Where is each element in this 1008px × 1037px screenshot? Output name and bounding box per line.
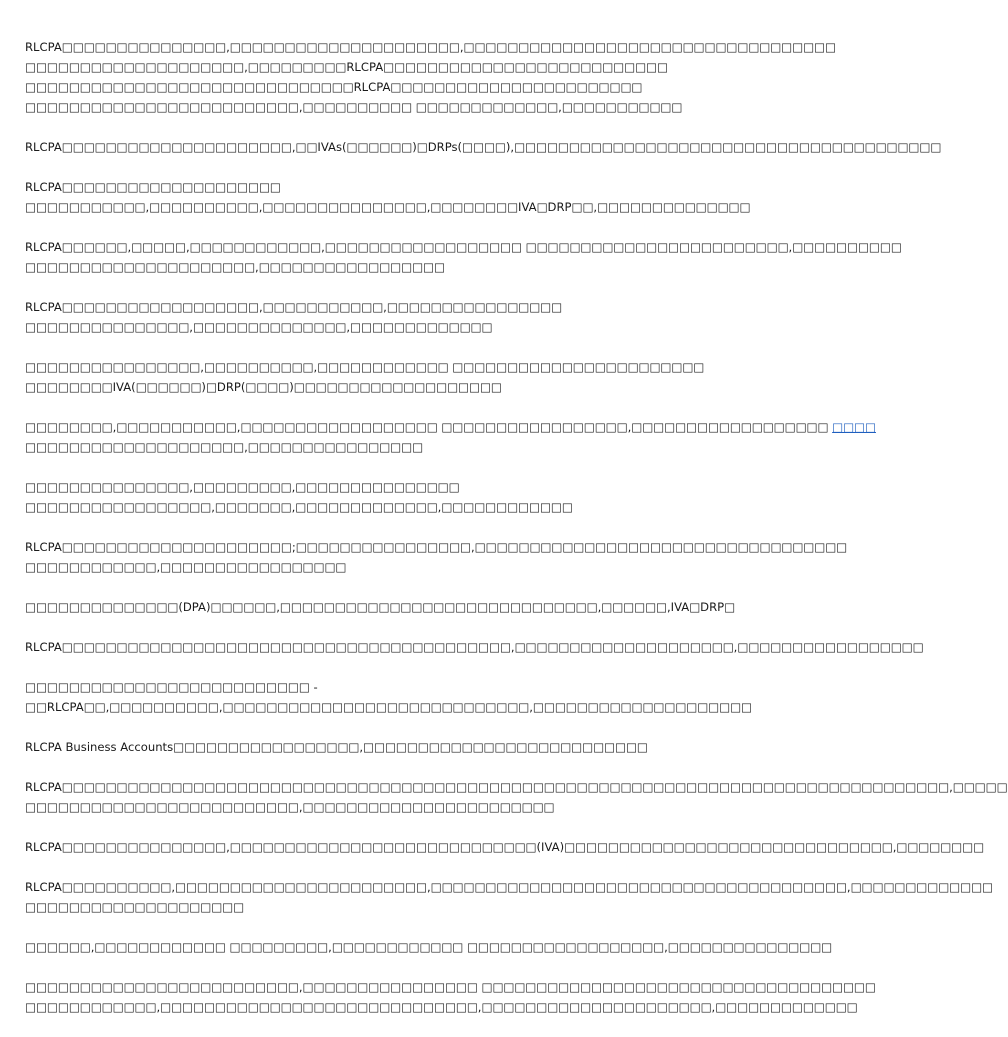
line-text: □□□□□□□□□□□□□□(DPA)□□□□□□,□□□□□□□□□□□□□□□□□□□□□□□□□□□□□,□□□□□□,IVA□DRP□	[25, 600, 736, 614]
text-line	[25, 537, 848, 557]
line-text: RLCPA□□□□□□□□□□□□□□□□□□□□□,□□IVAs(□□□□□□)□DRPs(□□□□),□□□□□□□□□□□□□□□□□□□□□□□□□□□□□□□□□□□□□□□	[25, 140, 942, 154]
line-text: □□□□□□□□□□□□□□□□,□□□□□□□□□□,□□□□□□□□□□□□ □□□□□□□□□□□□□□□□□□□□□□□	[25, 360, 705, 374]
line-text: □□□□□□□□□□□□□□□□□□□□□□□□□,□□□□□□□□□□□□□□□□□□□□□□□	[25, 800, 555, 814]
line-text: □□□□□□□□□□□□□□□□□□□□□□□□□□□□□□RLCPA□□□□□□□□□□□□□□□□□□□□□□□	[25, 80, 643, 94]
paragraph	[25, 677, 752, 717]
paragraph	[25, 357, 745, 397]
line-text: RLCPA□□□□□□□□□□□□□□□□□□□□□□□□□□□□□□□□□□□□□□□□□,□□□□□□□□□□□□□□□□□□□□,□□□□□□□□□□□□□□□□□	[25, 640, 924, 654]
line-text: □□□□□□□□□□□□□□□□□,□□□□□□□,□□□□□□□□□□□□□,□□□□□□□□□□□□	[25, 500, 573, 514]
paragraph	[25, 537, 848, 577]
line-text: RLCPA□□□□□□□□□□□□□□□,□□□□□□□□□□□□□□□□□□□□□□□□□□□□(IVA)□□□□□□□□□□□□□□□□□□□□□□□□□□□□□□,□□□□□□□□	[25, 840, 985, 854]
line-text: □□□□□□□□□□□,□□□□□□□□□□,□□□□□□□□□□□□□□□,□□□□□□□□IVA□DRP□□,□□□□□□□□□□□□□□	[25, 200, 751, 214]
paragraph	[25, 937, 833, 957]
text-line	[25, 477, 720, 497]
text-line	[25, 317, 720, 337]
paragraph	[25, 297, 745, 337]
line-text: RLCPA□□□□□□□□□□□□□□□□□□□□	[25, 180, 281, 194]
line-text: RLCPA□□□□□□,□□□□□,□□□□□□□□□□□□,□□□□□□□□□□□□□□□□□□ □□□□□□□□□□□□□□□□□□□□□□□□,□□□□□□□□□□	[25, 240, 902, 254]
line-text: □□□□□□□□□□□□□□□,□□□□□□□□□□□□□□,□□□□□□□□□□□□□	[25, 320, 493, 334]
text-line	[25, 57, 720, 77]
text-line	[25, 357, 720, 377]
line-text: □□□□□□□□IVA(□□□□□□)□DRP(□□□□)□□□□□□□□□□□□□□□□□□□	[25, 380, 502, 394]
line-text: □□□□□□□□□□□□□□□□□□□□□□□□□□ -	[25, 680, 318, 694]
paragraph	[25, 237, 902, 277]
text-line	[25, 737, 720, 757]
line-text: □□□□□□□□□□□□□□□□□□□□,□□□□□□□□□□□□□□□□	[25, 440, 424, 454]
text-line	[25, 97, 720, 117]
text-line	[25, 237, 902, 257]
text-line	[25, 837, 985, 857]
text-line	[25, 377, 720, 397]
paragraph	[25, 597, 745, 617]
text-line	[25, 877, 993, 897]
paragraph	[25, 777, 1008, 817]
paragraph	[25, 137, 942, 157]
text-line	[25, 697, 752, 717]
line-text: RLCPA□□□□□□□□□□□□□□□□□□,□□□□□□□□□□□,□□□□□□□□□□□□□□□□	[25, 300, 563, 314]
line-text: □□□□□□□□□□□□□□□□□□□□,□□□□□□□□□RLCPA□□□□□□□□□□□□□□□□□□□□□□□□□□	[25, 60, 668, 74]
text-line	[25, 997, 858, 1017]
text-line	[25, 937, 833, 957]
text-line	[25, 137, 942, 157]
text-line	[25, 297, 720, 317]
paragraph	[25, 637, 924, 657]
paragraph	[25, 977, 876, 1017]
line-text: □□RLCPA□□,□□□□□□□□□□,□□□□□□□□□□□□□□□□□□□□□□□□□□□□,□□□□□□□□□□□□□□□□□□□□	[25, 700, 752, 714]
line-text: □□□□□□□□□□□□□□□,□□□□□□□□□,□□□□□□□□□□□□□□□	[25, 480, 460, 494]
line-text: □□□□□□□□□□□□□□□□□□□□□,□□□□□□□□□□□□□□□□□	[25, 260, 445, 274]
inline-link[interactable]: □□□□	[832, 420, 876, 434]
line-text: RLCPA□□□□□□□□□□□□□□□,□□□□□□□□□□□□□□□□□□□□□,□□□□□□□□□□□□□□□□□□□□□□□□□□□□□□□□□□	[25, 40, 836, 54]
line-text: □□□□□□□□□□□□□□□□□□□□	[25, 900, 245, 914]
paragraph	[25, 417, 876, 457]
line-text: □□□□□□□□□□□□□□□□□□□□□□□□□,□□□□□□□□□□□□□□□□ □□□□□□□□□□□□□□□□□□□□□□□□□□□□□□□□□□□□	[25, 980, 876, 994]
paragraph	[25, 877, 993, 917]
text-line	[25, 37, 836, 57]
line-text: □□□□□□□□,□□□□□□□□□□□,□□□□□□□□□□□□□□□□□□ □□□□□□□□□□□□□□□□□,□□□□□□□□□□□□□□□□□□	[25, 420, 833, 434]
text-line	[25, 77, 720, 97]
text-line	[25, 897, 720, 917]
text-line	[25, 557, 720, 577]
text-line	[25, 677, 720, 697]
text-line	[25, 417, 876, 437]
line-text: □□□□□□,□□□□□□□□□□□□ □□□□□□□□□,□□□□□□□□□□□□ □□□□□□□□□□□□□□□□□□,□□□□□□□□□□□□□□□	[25, 940, 833, 954]
text-line	[25, 497, 720, 517]
text-line	[25, 437, 720, 457]
text-line	[25, 597, 736, 617]
paragraph	[25, 177, 751, 217]
line-text: RLCPA□□□□□□□□□□□□□□□□□□□□□□□□□□□□□□□□□□□□□□□□□□□□□□□□□□□□□□□□□□□□□□□□□□□□□□□□□□□□□□□□□,□□□□□	[25, 780, 1008, 794]
line-text: RLCPA□□□□□□□□□□,□□□□□□□□□□□□□□□□□□□□□□□,□□□□□□□□□□□□□□□□□□□□□□□□□□□□□□□□□□□□□□,□□□□□□□□□□□□□	[25, 880, 993, 894]
text-line	[25, 637, 924, 657]
text-line	[25, 977, 876, 997]
line-text: □□□□□□□□□□□□,□□□□□□□□□□□□□□□□□	[25, 560, 347, 574]
text-line	[25, 257, 720, 277]
line-text: □□□□□□□□□□□□,□□□□□□□□□□□□□□□□□□□□□□□□□□□□□,□□□□□□□□□□□□□□□□□□□□□,□□□□□□□□□□□□□	[25, 1000, 858, 1014]
paragraph	[25, 477, 745, 517]
paragraph	[25, 737, 745, 757]
line-text: RLCPA Business Accounts□□□□□□□□□□□□□□□□□,□□□□□□□□□□□□□□□□□□□□□□□□□□	[25, 740, 648, 754]
paragraph	[25, 37, 836, 117]
text-line	[25, 797, 720, 817]
text-line	[25, 197, 751, 217]
line-text: □□□□□□□□□□□□□□□□□□□□□□□□□,□□□□□□□□□□ □□□□□□□□□□□□□,□□□□□□□□□□□	[25, 100, 683, 114]
text-line	[25, 177, 720, 197]
document-body	[25, 37, 1008, 1037]
line-text: RLCPA□□□□□□□□□□□□□□□□□□□□□;□□□□□□□□□□□□□□□□,□□□□□□□□□□□□□□□□□□□□□□□□□□□□□□□□□□	[25, 540, 848, 554]
text-line	[25, 777, 1008, 797]
paragraph	[25, 837, 985, 857]
